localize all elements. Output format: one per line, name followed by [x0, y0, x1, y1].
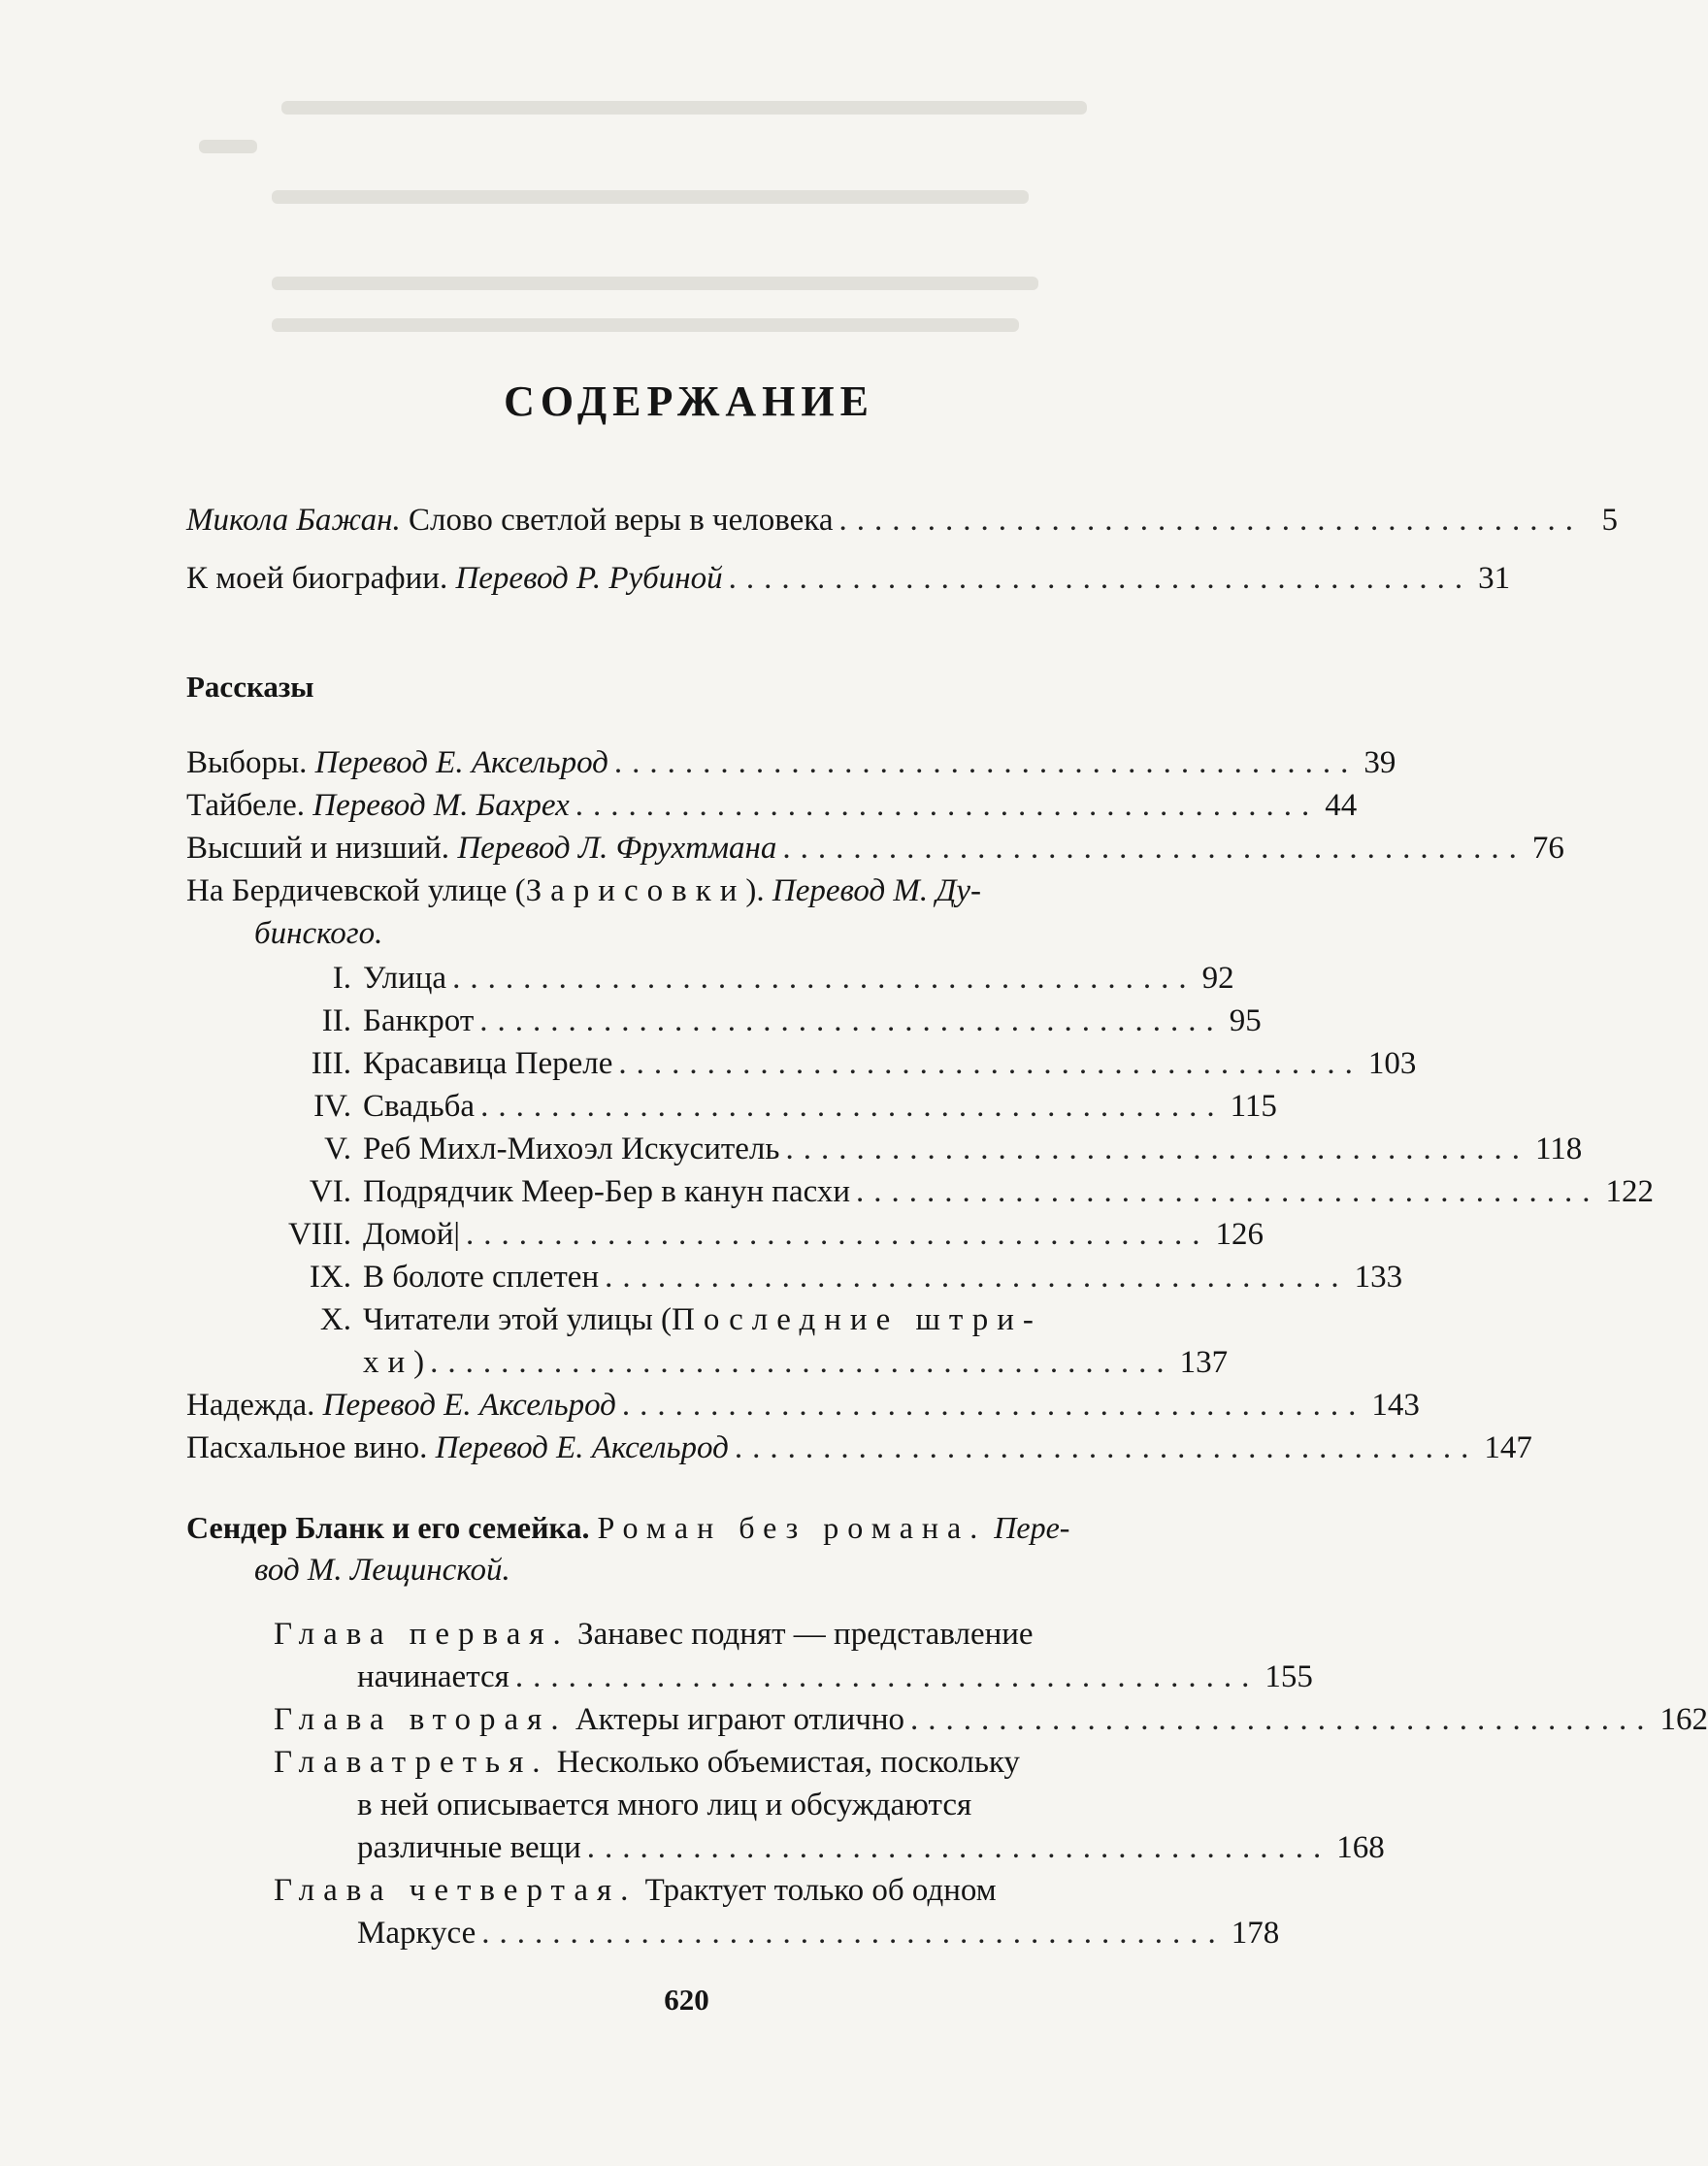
- leader-dots: ..........................................: [782, 831, 1527, 866]
- leader-dots: ..........................................: [586, 1830, 1331, 1865]
- page-title: СОДЕРЖАНИЕ: [504, 377, 874, 425]
- leader-dots: ..........................................: [452, 961, 1197, 996]
- leader-dots: ..........................................: [480, 1089, 1225, 1124]
- toc-entry-text: Тайбеле. Перевод М. Бахрех: [186, 788, 570, 823]
- page-number: 137: [1179, 1345, 1229, 1380]
- toc-entry-text: Высший и низший. Перевод Л. Фрухтмана: [186, 831, 777, 866]
- toc-entry: [186, 1386, 1420, 1425]
- toc-chapter: II. Банкрот .......................................... 95: [272, 1001, 1205, 1040]
- chapter-number: VI.: [309, 1174, 351, 1209]
- novel-chapter: Глава четвертая. Трактует только об одном: [274, 1873, 997, 1908]
- leader-dots: ..........................................: [734, 1430, 1479, 1465]
- toc-chapter: VI. Подрядчик Меер-Бер в канун пасхи .......................................... 122: [272, 1172, 1205, 1211]
- novel-chapter-continuation: в ней описывается много лиц и обсуждаются: [357, 1788, 972, 1822]
- bleed-through-line: [272, 277, 1038, 290]
- toc-chapter: IV. Свадьба .......................................... 115: [272, 1087, 1205, 1126]
- novel-chapter: Глава вторая. Актеры играют отлично .......................................... 162: [274, 1702, 1708, 1737]
- leader-dots: ..........................................: [481, 1916, 1226, 1951]
- page-number: 155: [1265, 1659, 1313, 1694]
- novel-heading: Сендер Бланк и его семейка. Роман без романа. Пере-: [186, 1510, 1070, 1545]
- page-number: 115: [1230, 1089, 1277, 1124]
- bleed-through-line: [199, 140, 257, 153]
- page-number: 31: [1478, 561, 1511, 596]
- toc-chapter-continuation: хи) .......................................... 137: [363, 1345, 1229, 1380]
- page-number: 168: [1336, 1830, 1385, 1865]
- bleed-through-line: [272, 190, 1029, 204]
- chapter-number: III.: [311, 1046, 351, 1081]
- section-heading: Рассказы: [186, 670, 314, 704]
- leader-dots: ..........................................: [621, 1388, 1366, 1423]
- novel-chapter-continuation: различные вещи .......................................... 168: [357, 1830, 1385, 1865]
- toc-chapter: V. Реб Михл-Михоэл Искуситель .......................................... 118: [272, 1130, 1205, 1168]
- novel-heading-continuation: вод М. Лещинской.: [254, 1553, 510, 1588]
- toc-entry: [186, 559, 1511, 598]
- page-number: 5: [1601, 503, 1618, 538]
- toc-entry: [186, 829, 1564, 868]
- page-number: 126: [1215, 1217, 1265, 1252]
- novel-chapter: Глава первая. Занавес поднят — представление: [274, 1617, 1034, 1652]
- toc-entry-text: Надежда. Перевод Е. Аксельрод: [186, 1388, 616, 1423]
- toc-chapter: VIII. Домой| .......................................... 126: [272, 1215, 1205, 1254]
- chapter-number: II.: [321, 1003, 351, 1038]
- toc-entry-text: Микола Бажан. Слово светлой веры в человека: [186, 503, 834, 538]
- page-number: 92: [1201, 961, 1234, 996]
- leader-dots: ..........................................: [855, 1174, 1600, 1209]
- page-number: 147: [1484, 1430, 1532, 1465]
- toc-entry: На Бердичевской улице (Зарисовки). Перевод М. Ду-: [186, 873, 982, 908]
- page-number: 118: [1534, 1132, 1583, 1166]
- chapter-number: X.: [319, 1302, 351, 1337]
- bleed-through-line: [281, 101, 1087, 115]
- leader-dots: ..........................................: [613, 745, 1359, 780]
- toc-entry: [186, 1428, 1532, 1467]
- page-number: 122: [1605, 1174, 1654, 1209]
- page-number: 39: [1363, 745, 1396, 780]
- toc-entry: [186, 743, 1396, 782]
- toc-entry: [186, 501, 1618, 540]
- leader-dots: ..........................................: [910, 1702, 1655, 1737]
- toc-entry-continuation: бинского.: [254, 916, 383, 951]
- page-number: 162: [1659, 1702, 1708, 1737]
- leader-dots: ..........................................: [838, 503, 1583, 538]
- novel-chapter: Главатретья. Несколько объемистая, поскольку: [274, 1745, 1020, 1780]
- page-number: 178: [1231, 1916, 1280, 1951]
- toc-chapter: X. Читатели этой улицы (Последние штри-: [272, 1300, 1042, 1339]
- page-number: 44: [1325, 788, 1358, 823]
- bleed-through-line: [272, 318, 1019, 332]
- toc-chapter: III. Красавица Переле .......................................... 103: [272, 1044, 1205, 1083]
- novel-chapter-continuation: начинается .......................................... 155: [357, 1659, 1313, 1694]
- leader-dots: ..........................................: [728, 561, 1473, 596]
- chapter-number: VIII.: [287, 1217, 351, 1252]
- leader-dots: ..........................................: [514, 1659, 1260, 1694]
- page-number: 95: [1229, 1003, 1262, 1038]
- leader-dots: ..........................................: [430, 1345, 1174, 1380]
- toc-chapter: I. Улица .......................................... 92: [272, 959, 1205, 998]
- chapter-number: I.: [332, 961, 351, 996]
- leader-dots: ..........................................: [605, 1260, 1349, 1295]
- page-number: 76: [1531, 831, 1564, 866]
- page-footer-number: 620: [664, 1983, 709, 2017]
- toc-entry: [186, 786, 1358, 825]
- toc-entry-text: Пасхальное вино. Перевод Е. Аксельрод: [186, 1430, 729, 1465]
- chapter-number: IV.: [313, 1089, 351, 1124]
- toc-entry-text: К моей биографии. Перевод Р. Рубиной: [186, 561, 723, 596]
- leader-dots: ..........................................: [466, 1217, 1210, 1252]
- leader-dots: ..........................................: [479, 1003, 1224, 1038]
- chapter-number: IX.: [309, 1260, 351, 1295]
- page-number: 143: [1371, 1388, 1420, 1423]
- leader-dots: ..........................................: [618, 1046, 1363, 1081]
- chapter-number: V.: [324, 1132, 351, 1166]
- page-number: 103: [1367, 1046, 1417, 1081]
- leader-dots: ..........................................: [785, 1132, 1529, 1166]
- leader-dots: ..........................................: [575, 788, 1320, 823]
- novel-chapter-continuation: Маркусе .......................................... 178: [357, 1916, 1280, 1951]
- toc-entry-text: Выборы. Перевод Е. Аксельрод: [186, 745, 608, 780]
- toc-chapter: IX. В болоте сплетен .......................................... 133: [272, 1258, 1205, 1296]
- page-number: 133: [1354, 1260, 1403, 1295]
